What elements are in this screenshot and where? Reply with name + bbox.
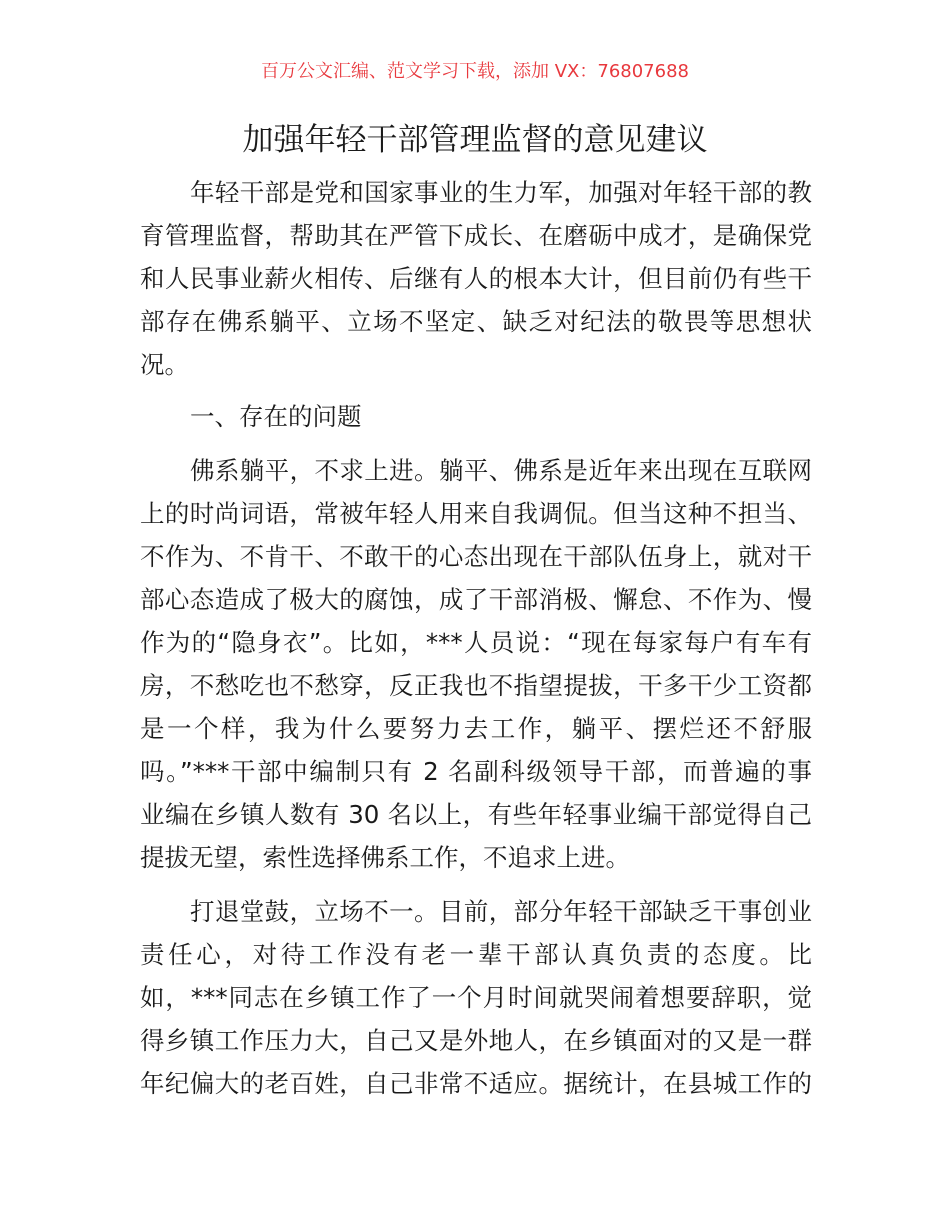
paragraph-problem-1: [140, 449, 812, 879]
text-line: 部心态造成了极大的腐蚀，成了干部消极、懈怠、不作为、慢: [140, 585, 812, 614]
text-line: 部存在佛系躺平、立场不坚定、缺乏对纪法的敬畏等思想状: [140, 307, 812, 336]
section-heading: [140, 395, 812, 438]
text-line: 年轻干部是党和国家事业的生力军，加强对年轻干部的教: [190, 178, 812, 207]
text-line: 育管理监督，帮助其在严管下成长、在磨砺中成才，是确保党: [140, 221, 812, 250]
text-line: 房，不愁吃也不愁穿，反正我也不指望提拔，干多干少工资都: [140, 671, 812, 700]
text-line: 是一个样，我为什么要努力去工作，躺平、摆烂还不舒服: [140, 714, 812, 743]
section-heading-text: 一、存在的问题: [190, 402, 362, 431]
text-line: 不作为、不肯干、不敢干的心态出现在干部队伍身上，就对干: [140, 542, 812, 571]
text-line: 年纪偏大的老百姓，自己非常不适应。据统计，在县城工作的: [140, 1069, 812, 1098]
watermark-header: 百万公文汇编、范文学习下载，添加 VX：76807688: [261, 61, 689, 82]
text-line: 上的时尚词语，常被年轻人用来自我调侃。但当这种不担当、: [140, 499, 812, 528]
text-line: 如，***同志在乡镇工作了一个月时间就哭闹着想要辞职，觉: [140, 983, 812, 1012]
text-line: 和人民事业薪火相传、后继有人的根本大计，但目前仍有些干: [140, 264, 812, 293]
text-line: 业编在乡镇人数有 30 名以上，有些年轻事业编干部觉得自己: [140, 800, 812, 829]
text-line: 吗。”***干部中编制只有 2 名副科级领导干部，而普遍的事: [140, 757, 812, 786]
text-line: 作为的“隐身衣”。比如，***人员说：“现在每家每户有车有: [140, 628, 812, 657]
text-line: 责任心，对待工作没有老一辈干部认真负责的态度。比: [140, 940, 812, 969]
text-line: 佛系躺平，不求上进。躺平、佛系是近年来出现在互联网: [190, 456, 812, 485]
text-line: 得乡镇工作压力大，自己又是外地人，在乡镇面对的又是一群: [140, 1026, 812, 1055]
text-line: 况。: [140, 350, 189, 379]
paragraph-problem-2: [140, 890, 812, 1105]
document-title: 加强年轻干部管理监督的意见建议: [242, 122, 708, 158]
text-line: 提拔无望，索性选择佛系工作，不追求上进。: [140, 843, 630, 872]
paragraph-intro: [140, 171, 812, 386]
text-line: 打退堂鼓，立场不一。目前，部分年轻干部缺乏干事创业: [190, 897, 812, 926]
